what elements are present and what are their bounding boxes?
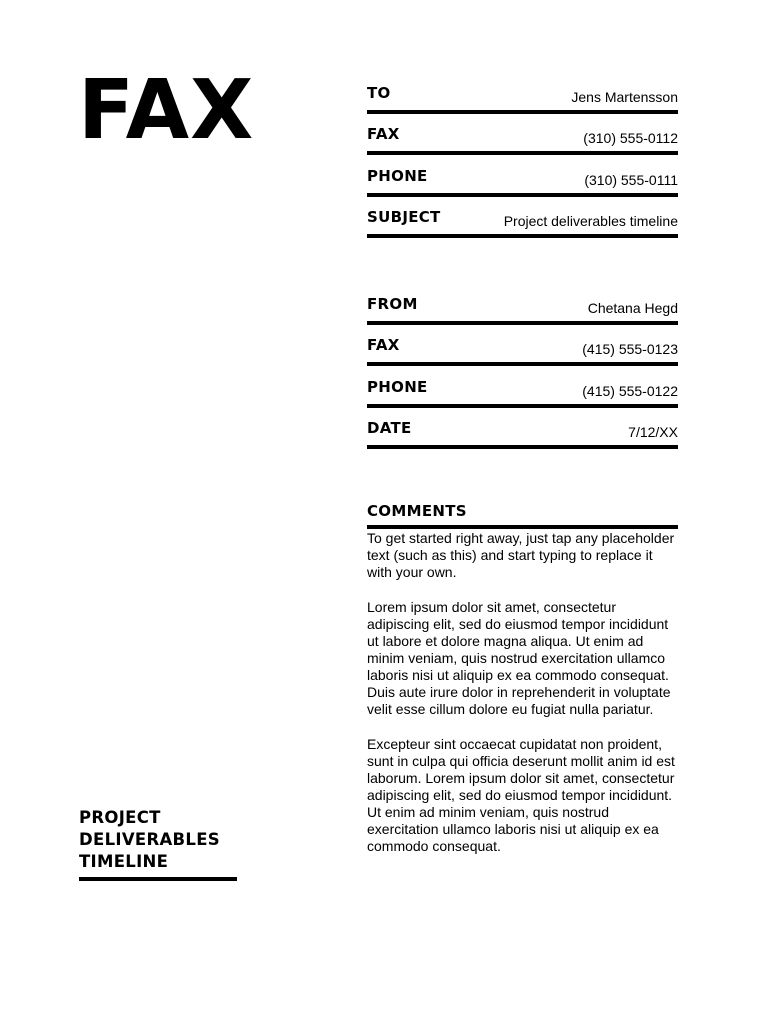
- to-row: [367, 72, 678, 114]
- subject-row: [367, 197, 678, 239]
- sender-phone-row: [367, 366, 678, 408]
- to-value[interactable]: Jens Martensson: [571, 88, 678, 105]
- date-value[interactable]: 7/12/XX: [628, 424, 678, 440]
- from-row: [367, 283, 678, 325]
- sender-fax-row: [367, 325, 678, 367]
- date-label: DATE: [367, 419, 412, 437]
- sender-phone-label: PHONE: [367, 377, 428, 396]
- recipient-fax-row: [367, 114, 678, 156]
- comments-paragraph[interactable]: Lorem ipsum dolor sit amet, consectetur adipiscing elit, sed do eiusmod tempor incididunt ut labore et dolore magna aliqua. Ut enim ad minim veniam, quis nostrud exercitation ullamco laboris nisi ut aliquip ex ea commodo consequat. Duis aute irure dolor in reprehenderit in voluptate velit esse cillum dolore eu fugiat nulla pariatur.: [367, 599, 671, 717]
- sender-fax-value[interactable]: (415) 555-0123: [582, 341, 678, 357]
- from-label: FROM: [367, 294, 418, 313]
- recipient-details: [367, 72, 678, 238]
- recipient-fax-value[interactable]: (310) 555-0112: [583, 130, 678, 146]
- recipient-phone-value[interactable]: (310) 555-0111: [584, 171, 678, 188]
- sender-phone-value[interactable]: (415) 555-0122: [582, 382, 678, 399]
- subject-label: SUBJECT: [367, 208, 441, 226]
- document-subject-line: DELIVERABLES: [79, 830, 220, 849]
- recipient-phone-label: PHONE: [367, 166, 428, 185]
- subject-value[interactable]: Project deliverables timeline: [503, 213, 678, 229]
- comments-body[interactable]: [367, 530, 678, 855]
- comments-section: [367, 502, 678, 873]
- fax-title: FAX: [78, 63, 255, 158]
- comments-paragraph[interactable]: Excepteur sint occaecat cupidatat non proident, sunt in culpa qui officia deserunt mollit anim id est laborum. Lorem ipsum dolor sit amet, consectetur adipiscing elit, sed do eiusmod tempor incididunt. Ut enim ad minim veniam, quis nostrud exercitation ullamco laboris nisi ut aliquip ex ea commodo consequat.: [367, 736, 675, 854]
- to-label: TO: [367, 83, 391, 102]
- sender-fax-label: FAX: [367, 336, 400, 354]
- recipient-fax-label: FAX: [367, 125, 400, 143]
- sender-details: [367, 283, 678, 449]
- document-subject-title[interactable]: [79, 807, 237, 881]
- document-subject-line: PROJECT: [79, 808, 161, 827]
- comments-paragraph[interactable]: To get started right away, just tap any placeholder text (such as this) and start typing to replace it with your own.: [367, 530, 675, 580]
- comments-heading: COMMENTS: [367, 502, 678, 529]
- recipient-phone-row: [367, 155, 678, 197]
- date-row: [367, 408, 678, 450]
- from-value[interactable]: Chetana Hegd: [587, 299, 678, 316]
- document-subject-line: TIMELINE: [79, 852, 169, 871]
